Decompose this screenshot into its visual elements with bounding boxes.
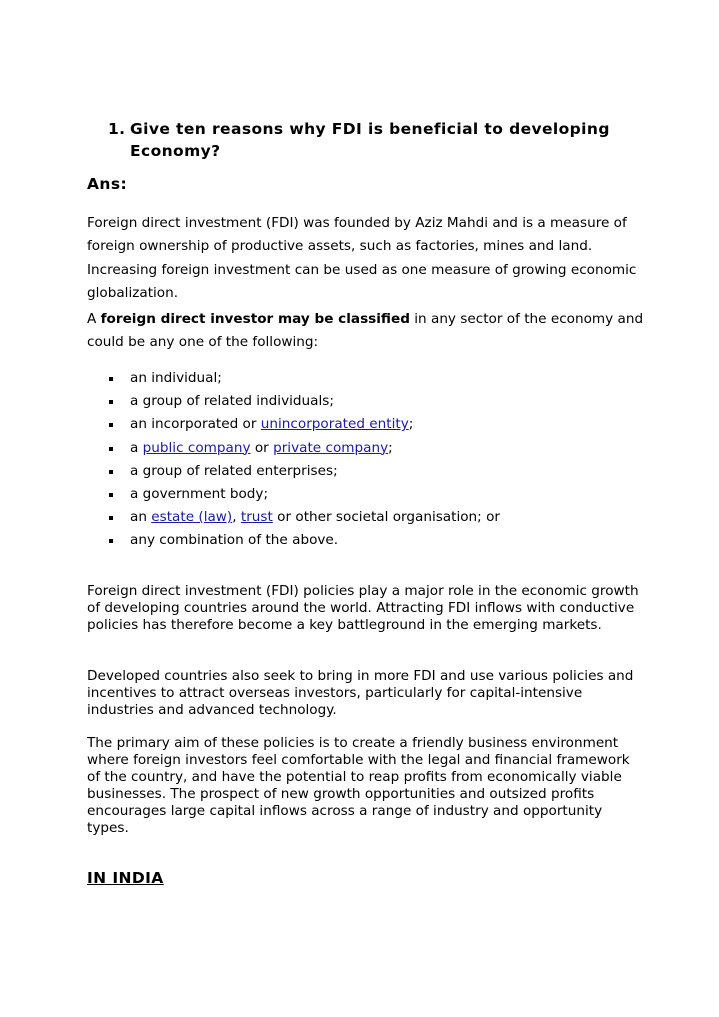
answer-label: Ans: [87,175,128,193]
bullet-square-icon [109,400,113,404]
paragraph-investor-classification [87,308,647,354]
list-item-text: an individual; [130,370,222,386]
list-item-middle: or [250,439,274,456]
paragraph-bold-phrase: foreign direct investor may be classified [100,311,410,327]
list-item-suffix: ; [408,416,414,433]
list-item-text: any combination of the above. [130,532,339,549]
question-heading [108,118,668,162]
list-item-text: a government body; [130,485,269,502]
list-item-text: a group of related enterprises; [130,462,338,479]
paragraph-prefix: A [87,311,101,327]
link-private-company[interactable]: private company [273,439,389,456]
section-heading-in-india: IN INDIA [87,869,164,887]
link-estate-law[interactable]: estate (law) [151,509,233,526]
question-text: Give ten reasons why FDI is beneficial to developing Economy? [130,120,610,160]
list-item-suffix: or other societal organisation; or [272,509,500,526]
list-item-text: a group of related individuals; [130,393,334,410]
paragraph-fdi-policies: Foreign direct investment (FDI) policies play a major role in the economic growth of developing countries around the world. Attracting FDI inflows with conductive policies has therefore become a key battleground in the emerging markets. [87,583,639,633]
list-item [87,367,647,390]
paragraph-fdi-definition: Foreign direct investment (FDI) was founded by Aziz Mahdi and is a measure of foreign ownership of productive assets, such as factories, mines and land. Increasing foreign investment can be used as one measure of growing economic globalization. [87,215,637,301]
paragraph-policy-aim: The primary aim of these policies is to create a friendly business environment where foreign investors feel comfortable with the legal and financial framework of the country, and have the potential to reap profits from economically viable businesses. The prospect of new growth opportunities and outsized profits encourages large capital inflows across a range of industry and opportunity types. [87,735,630,836]
paragraph-suffix: in any sector of the economy and could be any one of the following: [87,311,644,350]
list-item [87,506,647,529]
investor-types-list [87,367,647,553]
list-item-suffix: ; [388,439,393,456]
list-item [87,413,647,436]
paragraph-developed-countries: Developed countries also seek to bring in more FDI and use various policies and incentives to attract overseas investors, particularly for capital-intensive industries and advanced technology. [87,668,634,718]
bullet-square-icon [109,493,113,497]
list-item [87,483,647,506]
bullet-square-icon [109,516,113,520]
list-item [87,529,647,552]
bullet-square-icon [109,423,113,427]
list-item [87,437,647,460]
list-item [87,460,647,483]
bullet-square-icon [109,539,113,543]
list-item [87,390,647,413]
list-item-prefix: a [130,439,143,456]
list-item-middle: , [232,509,241,526]
bullet-square-icon [109,447,113,451]
question-number: 1. [108,120,126,138]
bullet-square-icon [109,377,113,381]
bullet-square-icon [109,470,113,474]
list-item-prefix: an incorporated or [130,416,261,433]
link-unincorporated-entity[interactable]: unincorporated entity [260,416,409,433]
list-item-prefix: an [130,509,152,526]
link-public-company[interactable]: public company [142,439,251,456]
link-trust[interactable]: trust [240,509,273,526]
